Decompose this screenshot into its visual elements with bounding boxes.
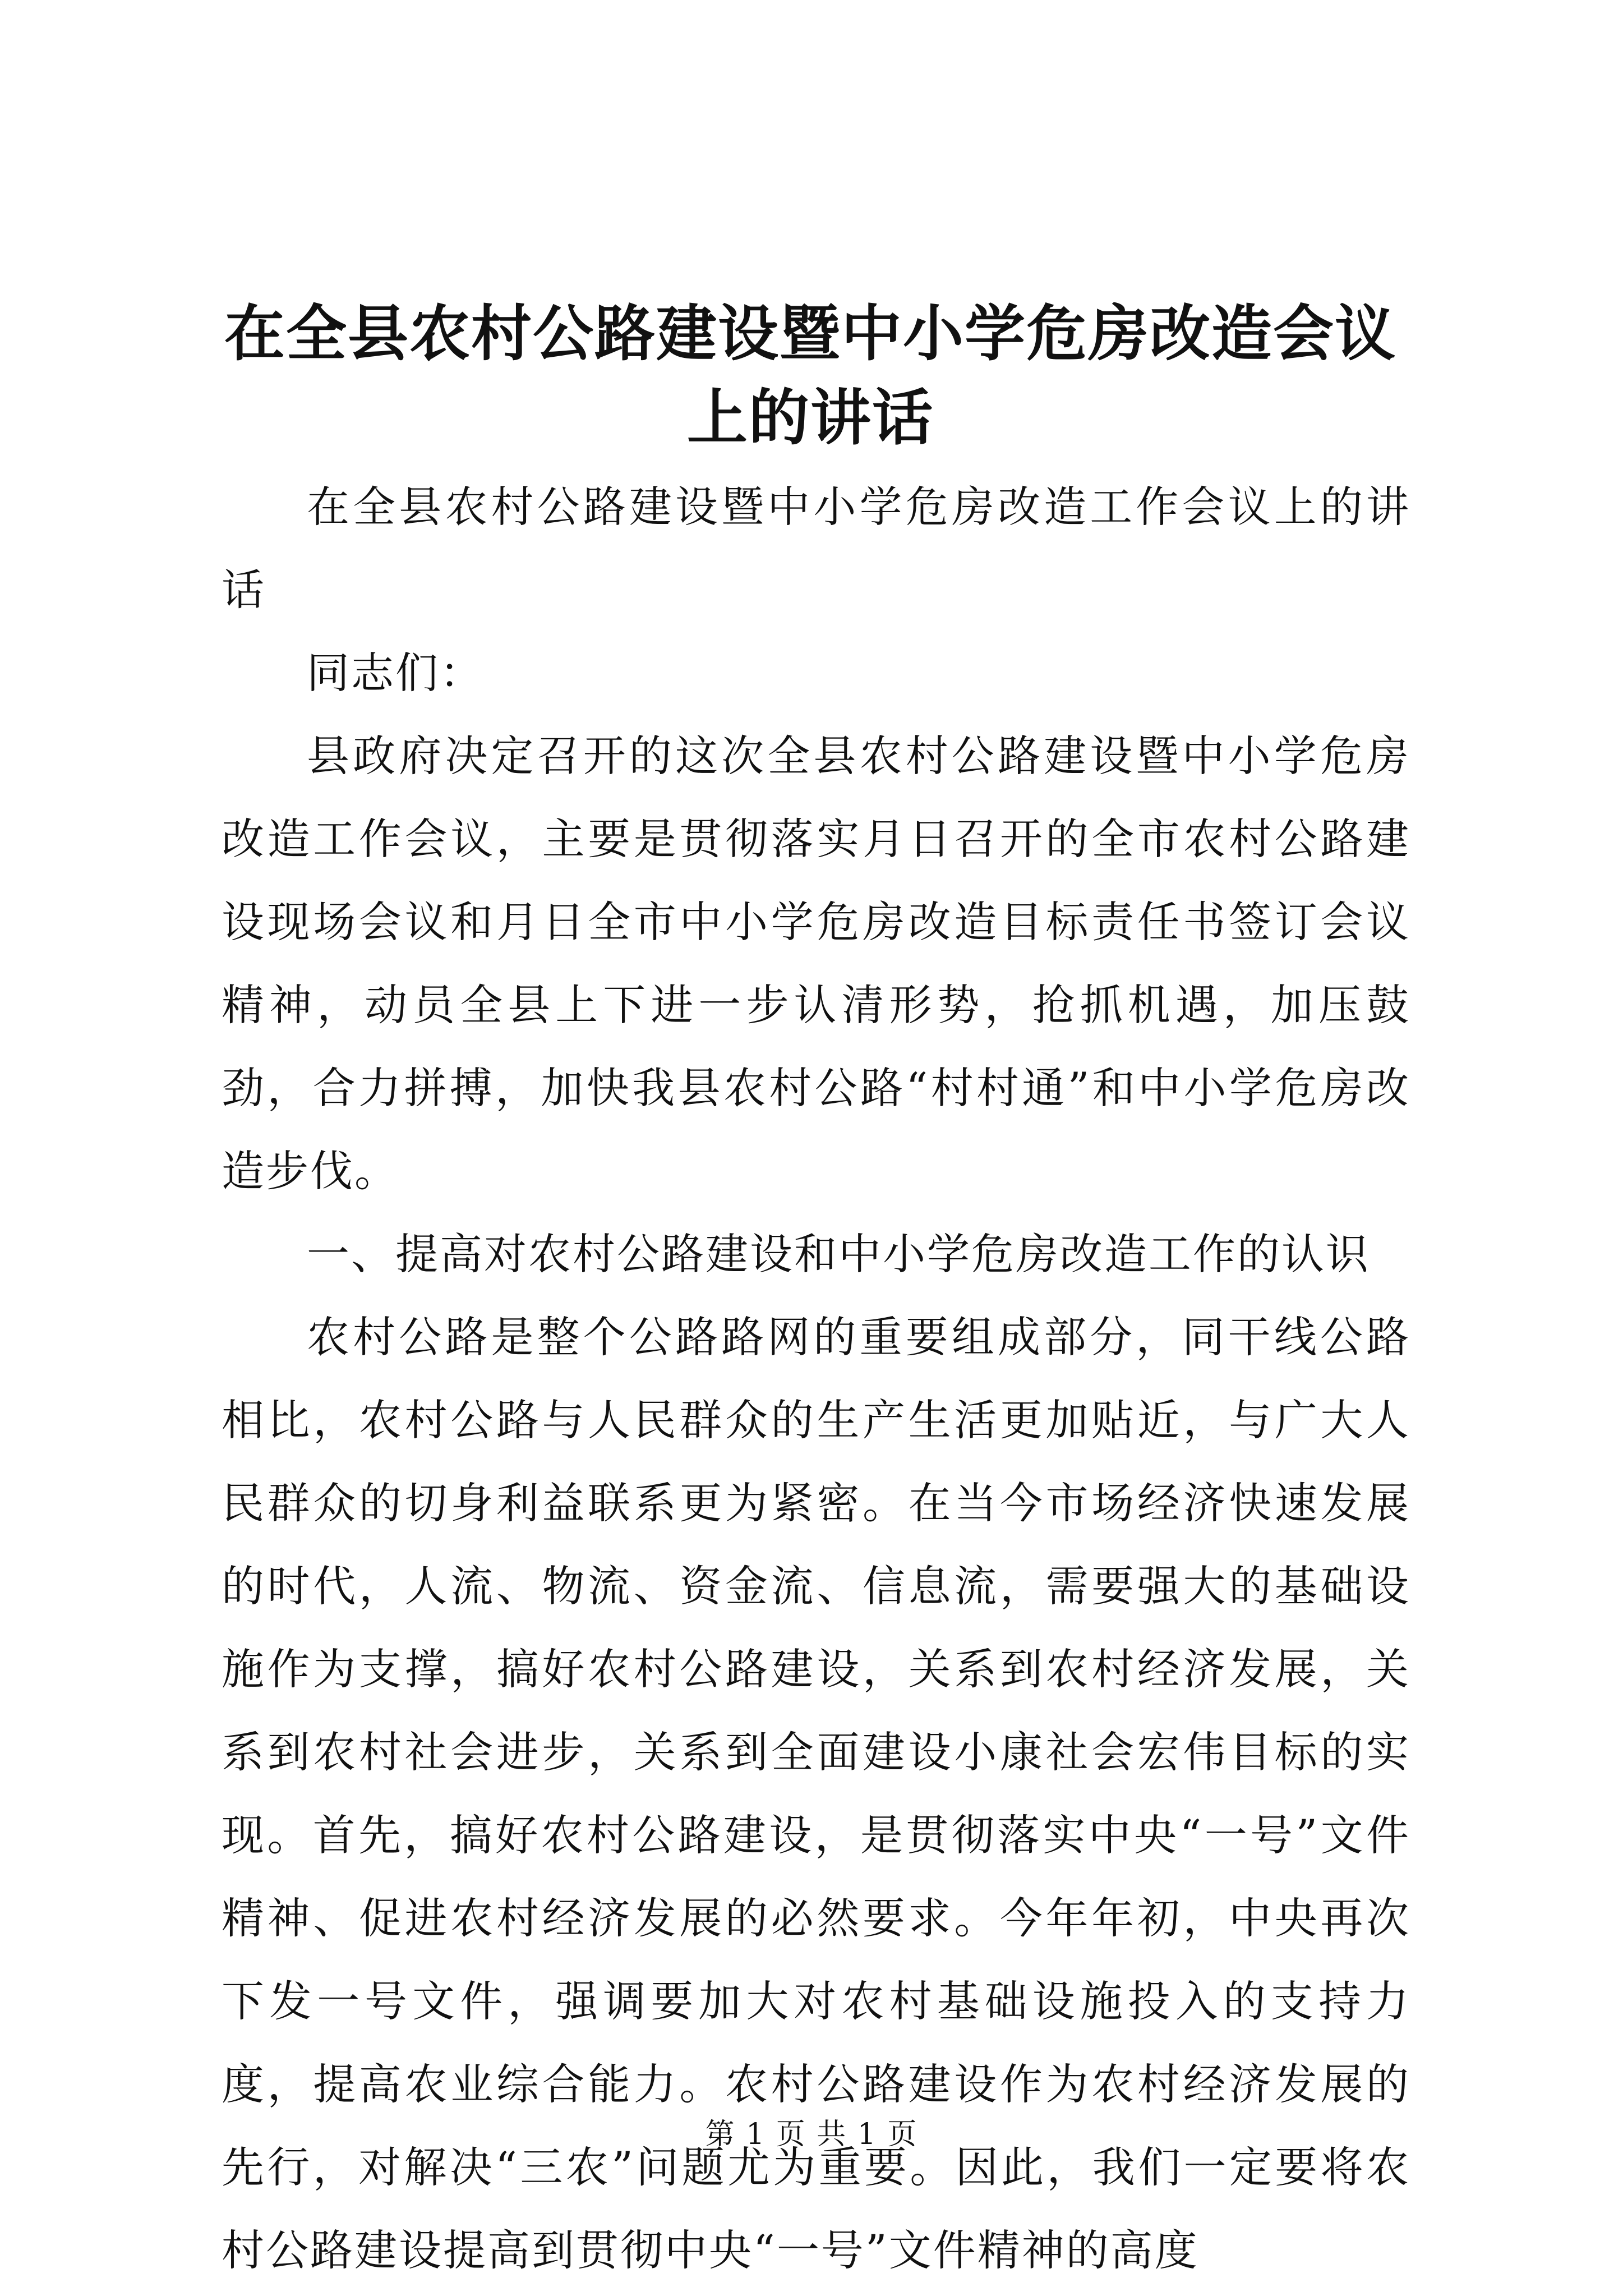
section-heading: 一、提高对农村公路建设和中小学危房改造工作的认识 xyxy=(307,1229,1370,1279)
document-body xyxy=(222,466,1410,2292)
body-paragraph: 农村公路是整个公路路网的重要组成部分，同干线公路相比，农村公路与人民群众的生产生活更加贴近，与广大人民群众的切身利益联系更为紧密。在当今市场经济快速发展的时代，人流、物流、资金流、信息流，需要强大的基础设施作为支撑，搞好农村公路建设，关系到农村经济发展，关系到农村社会进步，关系到全面建设小康社会宏伟目标的实现。首先，搞好农村公路建设，是贯彻落实中央“一号”文件精神、促进农村经济发展的必然要求。今年年初，中央再次下发一号文件，强调要加大对农村基础设施投入的支持力度，提高农业综合能力。农村公路建设作为农村经济发展的先行，对解决“三农”问题尤为重要。因此，我们一定要将农村公路建设提高到贯彻中央“一号”文件精神的高度 xyxy=(222,1312,1410,2275)
document-title: 在全县农村公路建设暨中小学危房改造会议上的讲话 xyxy=(224,298,1396,453)
subtitle-paragraph: 在全县农村公路建设暨中小学危房改造工作会议上的讲话 xyxy=(222,482,1410,615)
salutation-paragraph: 同志们： xyxy=(307,648,484,698)
intro-paragraph: 县政府决定召开的这次全县农村公路建设暨中小学危房改造工作会议，主要是贯彻落实月日召开的全市农村公路建设现场会议和月日全市中小学危房改造目标责任书签订会议精神，动员全县上下进一步认清形势，抢抓机遇，加压鼓劲，合力拼搏，加快我县农村公路“村村通”和中小学危房改造步伐。 xyxy=(222,731,1410,1196)
page-number-footer: 第 1 页 共 1 页 xyxy=(705,2118,918,2151)
